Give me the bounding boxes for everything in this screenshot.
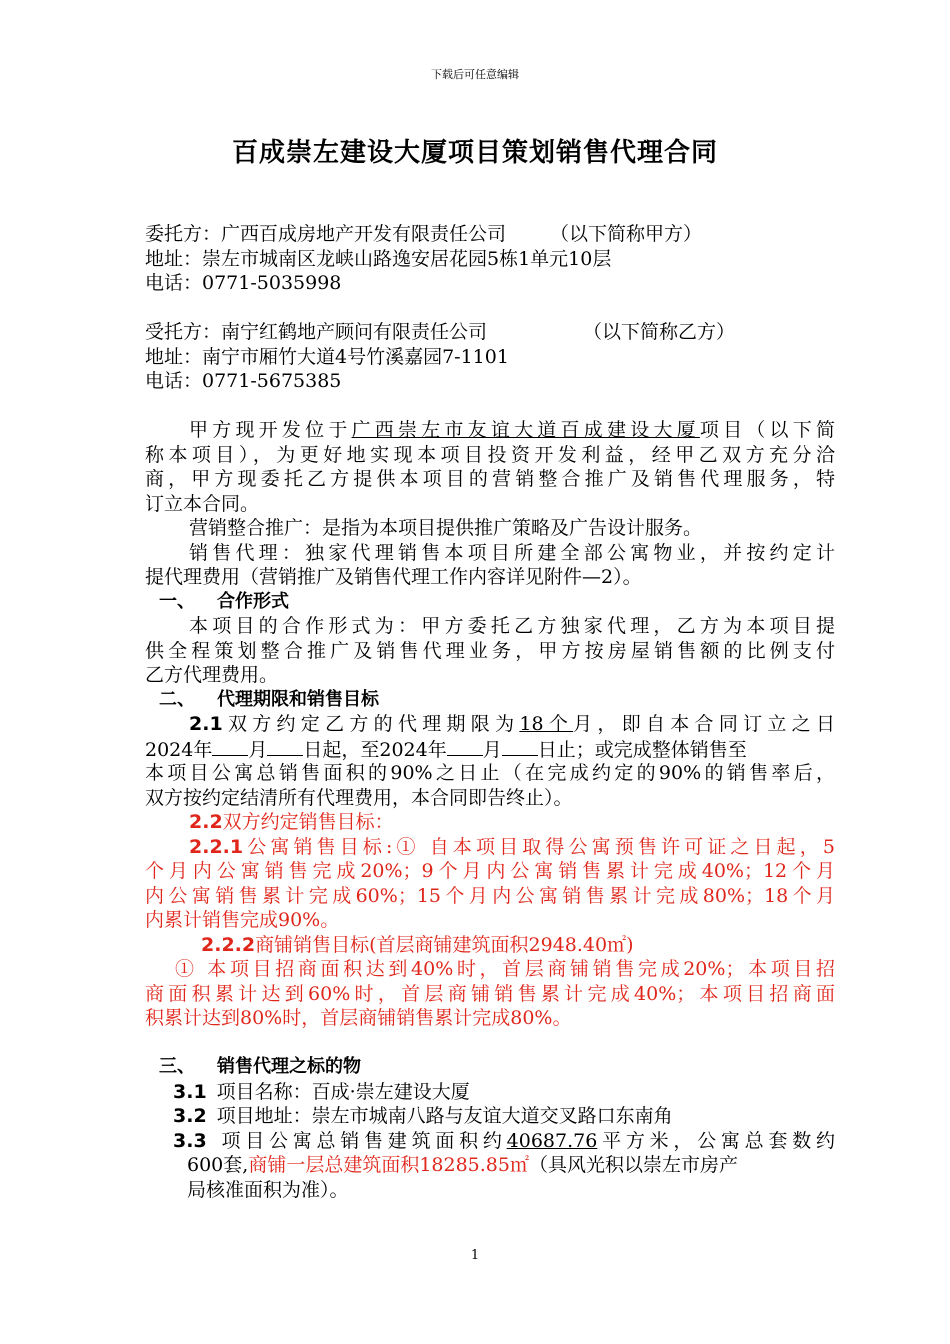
- clause-2-1-line-1: 2.1双方约定乙方的代理期限为18个月，即自本合同订立之日: [189, 713, 835, 735]
- party-b-phone: 电话：0771-5675385: [145, 370, 342, 392]
- clause-2-2-1-line-3: 内公寓销售累计完成60%；15个月内公寓销售累计完成80%；18个月: [145, 884, 835, 907]
- clause-2-2-1-line-4: 内累计销售完成90%。: [145, 909, 340, 931]
- clause-3-1: 3.1 项目名称：百成·崇左建设大厦: [173, 1080, 470, 1103]
- intro-line-4: 订立本合同。: [145, 492, 260, 515]
- intro-marketing-def: 营销整合推广：是指为本项目提供推广策略及广告设计服务。: [189, 517, 703, 539]
- party-a-name: 委托方：广西百成房地产开发有限责任公司 （以下简称甲方）: [145, 223, 703, 245]
- clause-2-1-line-2: 2024年 月 日起，至2024年 月 日止；或完成整体销售至: [145, 738, 747, 761]
- clause-2-2: 2.2双方约定销售目标：: [189, 811, 394, 833]
- blank-day-start[interactable]: [267, 737, 303, 756]
- intro-line-2: 称本项目），为更好地实现本项目投资开发利益，经甲乙双方充分洽: [145, 443, 835, 466]
- section-1-line-1: 本项目的合作形式为：甲方委托乙方独家代理，乙方为本项目提: [189, 615, 835, 637]
- section-1-heading: 一、 合作形式: [159, 590, 289, 612]
- intro-line-3: 商，甲方现委托乙方提供本项目的营销整合推广及销售代理服务，特: [145, 468, 835, 490]
- clause-3-2: 3.2 项目地址：崇左市城南八路与友谊大道交叉路口东南角: [173, 1105, 673, 1127]
- page-number: 1: [470, 1248, 480, 1263]
- intro-line-1: 甲方现开发位于广西崇左市友谊大道百成建设大厦项目（以下简: [189, 419, 835, 441]
- party-a-address: 地址：崇左市城南区龙峡山路逸安居花园5栋1单元10层: [145, 247, 612, 270]
- intro-agency-def-2: 提代理费用（营销推广及销售代理工作内容详见附件—2）。: [145, 566, 642, 588]
- blank-month-end[interactable]: [447, 737, 483, 756]
- section-3-heading: 三、 销售代理之标的物: [159, 1056, 361, 1077]
- blank-month-start[interactable]: [212, 737, 248, 756]
- clause-2-1-line-4: 双方按约定结清所有代理费用，本合同即告终止）。: [145, 786, 573, 809]
- section-1-line-2: 供全程策划整合推广及销售代理业务，甲方按房屋销售额的比例支付: [145, 639, 835, 662]
- document-title: 百成崇左建设大厦项目策划销售代理合同: [231, 138, 718, 168]
- header-note: 下载后可任意编辑: [431, 68, 519, 81]
- clause-2-2-2-line-2: 商面积累计达到60%时，首层商铺销售累计完成40%；本项目招商面: [145, 982, 835, 1005]
- clause-2-2-2-line-1: ① 本项目招商面积达到40%时，首层商铺销售完成20%；本项目招: [175, 958, 835, 980]
- clause-3-3-line-3: 局核准面积为准）。: [187, 1178, 349, 1201]
- section-2-heading: 二、 代理期限和销售目标: [159, 688, 379, 710]
- clause-2-2-2-line-3: 积累计达到80%时，首层商铺销售累计完成80%。: [145, 1007, 572, 1029]
- intro-agency-def-1: 销售代理：独家代理销售本项目所建全部公寓物业，并按约定计: [189, 541, 835, 564]
- party-b-address: 地址：南宁市厢竹大道4号竹溪嘉园7-1101: [145, 345, 509, 368]
- clause-3-3-line-2: 600套,商铺一层总建筑面积18285.85㎡（具风光积以崇左市房产: [187, 1154, 738, 1176]
- party-b-name: 受托方：南宁红鹤地产顾问有限责任公司 （以下简称乙方）: [145, 321, 736, 343]
- clause-2-2-1-line-2: 个月内公寓销售完成20%；9个月内公寓销售累计完成40%；12个月: [145, 860, 835, 882]
- clause-3-3-line-1: 3.3 项目公寓总销售建筑面积约40687.76平方米，公寓总套数约: [173, 1129, 835, 1152]
- blank-day-end[interactable]: [502, 737, 538, 756]
- clause-2-2-2: 2.2.2商铺销售目标(首层商铺建筑面积2948.40㎡): [201, 933, 634, 956]
- clause-2-1-line-3: 本项目公寓总销售面积的90%之日止（在完成约定的90%的销售率后，: [145, 762, 835, 784]
- document-body: [145, 222, 835, 1202]
- section-1-line-3: 乙方代理费用。: [145, 664, 279, 686]
- clause-2-2-1-line-1: 2.2.1公寓销售目标:① 自本项目取得公寓预售许可证之日起，5: [189, 835, 835, 858]
- party-a-phone: 电话：0771-5035998: [145, 272, 342, 294]
